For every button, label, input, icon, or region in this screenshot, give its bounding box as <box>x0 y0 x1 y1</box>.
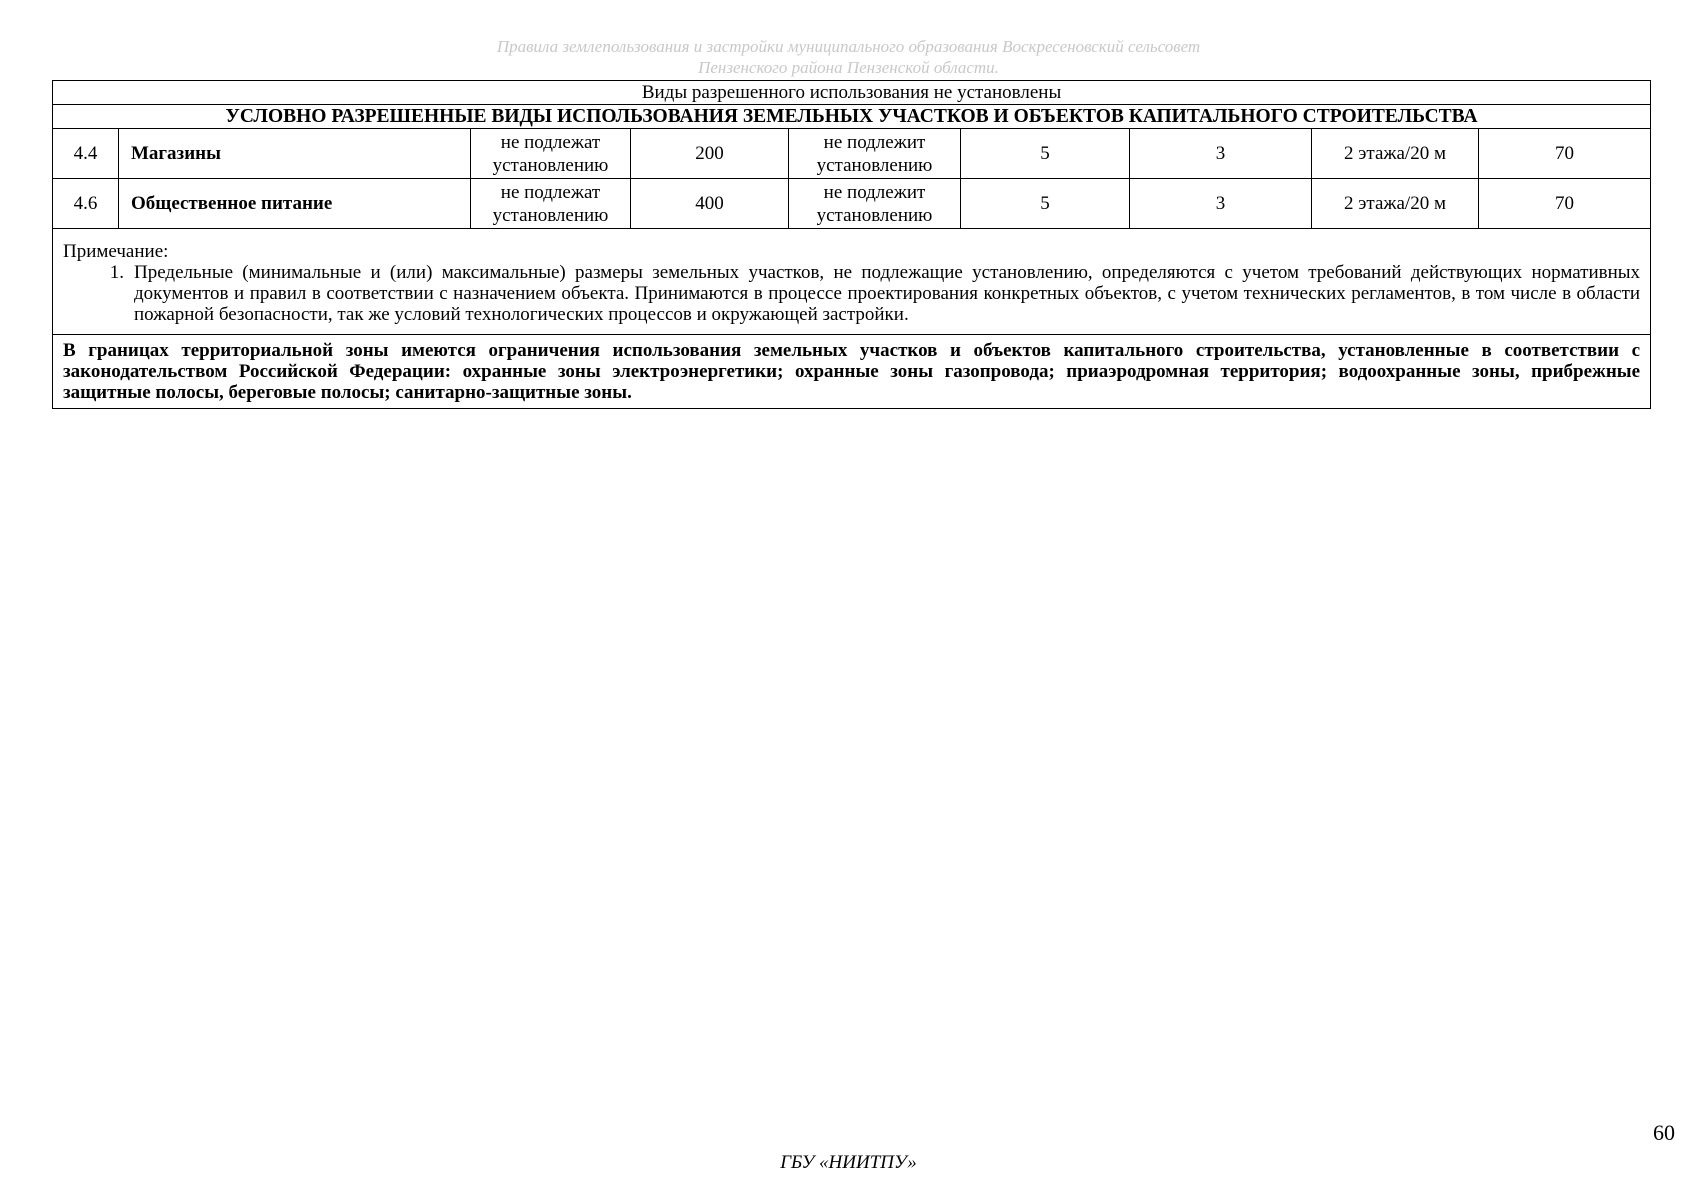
conditional-uses-heading: УСЛОВНО РАЗРЕШЕННЫЕ ВИДЫ ИСПОЛЬЗОВАНИЯ ЗЕМЕЛЬНЫХ УЧАСТКОВ И ОБЪЕКТОВ КАПИТАЛЬНОГО СТРОИТЕЛЬСТВА <box>53 105 1651 129</box>
page-number: 60 <box>1653 1120 1675 1145</box>
note-cell <box>53 229 1651 335</box>
max-coverage-cell: 70 <box>1479 179 1651 229</box>
min-area-cell: 200 <box>631 129 789 179</box>
use-code: 4.6 <box>53 179 119 229</box>
running-header <box>0 36 1697 78</box>
setback-front-cell: 5 <box>961 129 1130 179</box>
setback-side-cell: 3 <box>1130 179 1312 229</box>
max-height-cell: 2 этажа/20 м <box>1312 179 1479 229</box>
no-permitted-uses-text: Виды разрешенного использования не установлены <box>53 81 1651 105</box>
restrictions-row <box>53 335 1651 409</box>
table-row <box>53 179 1651 229</box>
running-header-line-2: Пензенского района Пензенской области. <box>698 58 999 77</box>
min-area-cell: 400 <box>631 179 789 229</box>
zoning-regulations-table <box>52 80 1651 409</box>
table-row <box>53 129 1651 179</box>
footer-organization: ГБУ «НИИТПУ» <box>780 1152 917 1173</box>
use-code: 4.4 <box>53 129 119 179</box>
setback-side-cell: 3 <box>1130 129 1312 179</box>
no-permitted-uses-row <box>53 81 1651 105</box>
note-title: Примечание: <box>63 241 169 262</box>
note-list <box>63 262 1640 325</box>
use-name: Магазины <box>119 129 471 179</box>
restrictions-text: В границах территориальной зоны имеются ограничения использования земельных участков и объектов капитального строительства, установленные в соответствии с законодательством Российской Федерации: охранные зоны электроэнергетики; охранные зоны газопровода; приаэродромная территория; водоохранные зоны, прибрежные защитные полосы, береговые полосы; санитарно-защитные зоны. <box>53 335 1651 409</box>
note-item-number: 1. <box>109 262 124 283</box>
max-coverage-cell: 70 <box>1479 129 1651 179</box>
plot-size-cell: не подлежат установлению <box>471 179 631 229</box>
note-item-text: Предельные (минимальные и (или) максимальные) размеры земельных участков, не подлежащие установлению, определяются с учетом требований действующих нормативных документов и правил в соответствии с назначением объекта. Принимаются в процессе проектирования конкретных объектов, с учетом технических регламентов, в том числе в области пожарной безопасности, так же условий технологических процессов и окружающей застройки. <box>134 262 1641 325</box>
plot-size-cell: не подлежат установлению <box>471 129 631 179</box>
setback-front-cell: 5 <box>961 179 1130 229</box>
max-area-cell: не подлежит установлению <box>789 179 961 229</box>
conditional-uses-heading-row <box>53 105 1651 129</box>
max-height-cell: 2 этажа/20 м <box>1312 129 1479 179</box>
running-header-line-1: Правила землепользования и застройки муниципального образования Воскресеновский сельсовет <box>496 37 1201 56</box>
note-row <box>53 229 1651 335</box>
max-area-cell: не подлежит установлению <box>789 129 961 179</box>
use-name: Общественное питание <box>119 179 471 229</box>
list-item <box>63 262 1640 325</box>
